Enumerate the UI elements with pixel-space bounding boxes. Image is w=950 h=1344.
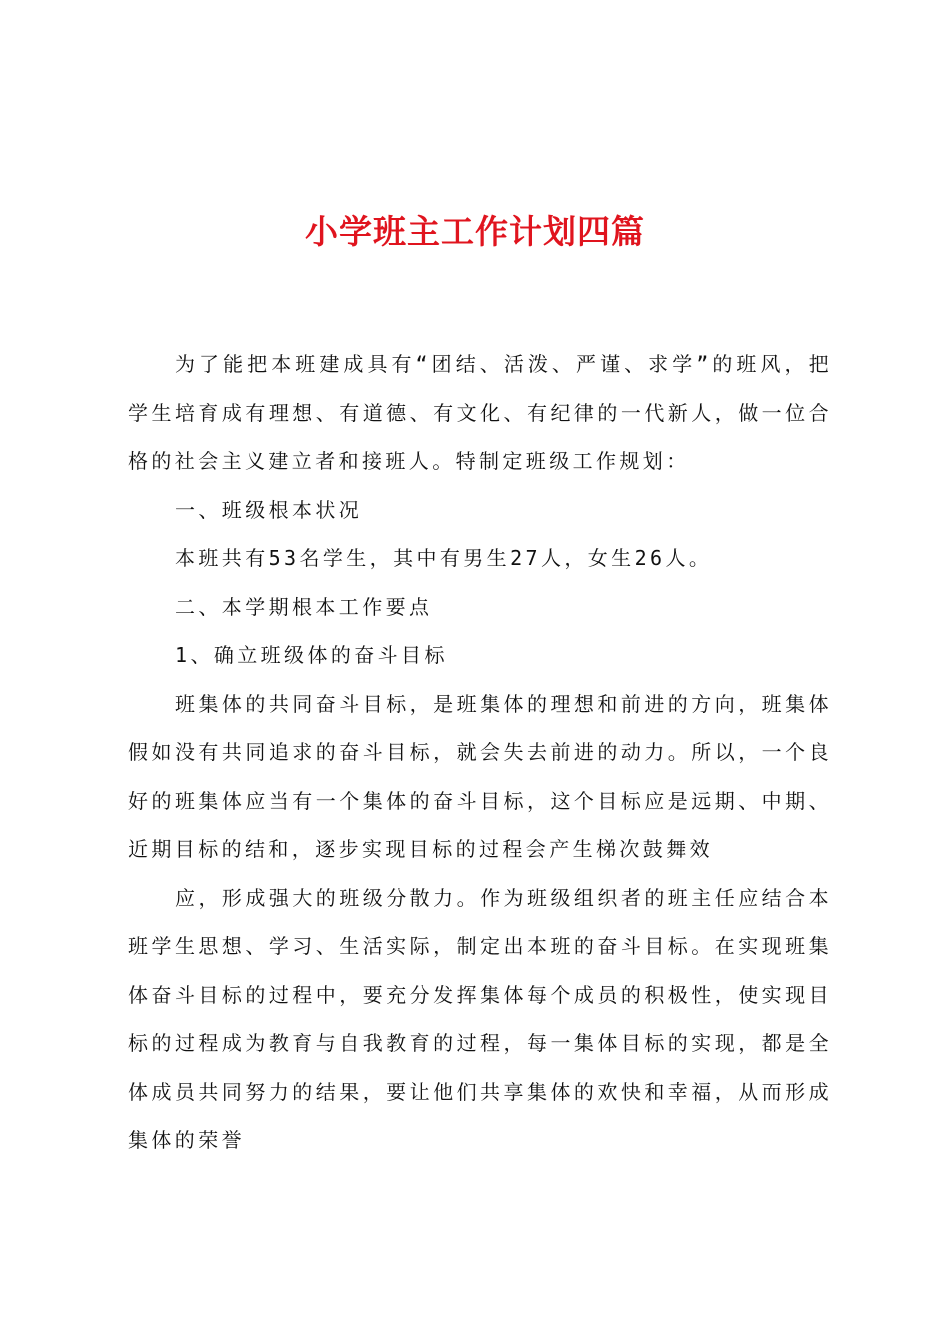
heading-goal: 1、确立班级体的奋斗目标 bbox=[175, 643, 448, 667]
paragraph-intro: 为了能把本班建成具有“团结、活泼、严谨、求学”的班风，把学生培育成有理想、有道德、有文化、有纪律的一代新人，做一位合格的社会主义建立者和接班人。特制定班级工作规划： bbox=[128, 352, 832, 473]
heading-class-status: 一、班级根本状况 bbox=[175, 497, 363, 522]
paragraph-goal-description: 班集体的共同奋斗目标，是班集体的理想和前进的方向，班集体假如没有共同追求的奋斗目标，就会失去前进的动力。所以，一个良好的班集体应当有一个集体的奋斗目标，这个目标应是远期、中期、近期目标的结和，逐步实现目标的过程会产生梯次鼓舞效 bbox=[128, 691, 832, 861]
document-body bbox=[128, 340, 832, 1165]
paragraph-goal-continuation: 应，形成强大的班级分散力。作为班级组织者的班主任应结合本班学生思想、学习、生活实际，制定出本班的奋斗目标。在实现班集体奋斗目标的过程中，要充分发挥集体每个成员的积极性，使实现目标的过程成为教育与自我教育的过程，每一集体目标的实现，都是全体成员共同努力的结果，要让他们共享集体的欢快和幸福，从而形成集体的荣誉 bbox=[128, 885, 832, 1152]
paragraph-student-count: 本班共有53名学生，其中有男生27人，女生26人。 bbox=[175, 546, 713, 570]
document-title: 小学班主工作计划四篇 bbox=[305, 212, 645, 251]
heading-work-points: 二、本学期根本工作要点 bbox=[175, 594, 433, 619]
